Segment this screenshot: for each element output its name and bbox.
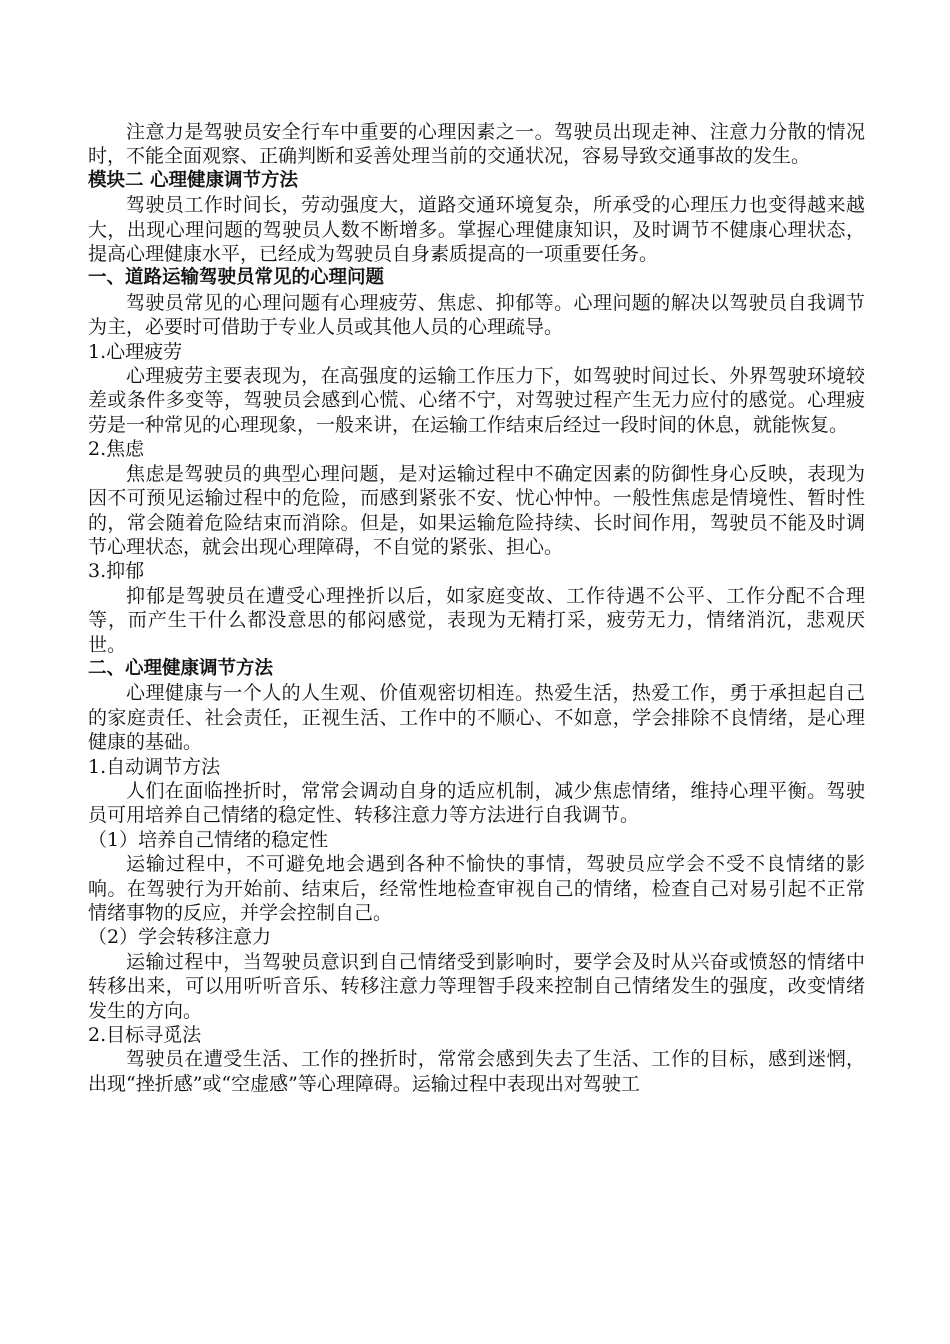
subheading-emotional-stability: （1）培养自己情绪的稳定性 <box>88 828 329 851</box>
paragraph-common-problems: 驾驶员常见的心理问题有心理疲劳、焦虑、抑郁等。心理问题的解决以驾驶员自我调节为主，必要时可借助于专业人员或其他人员的心理疏导。 <box>88 291 865 339</box>
subheading-anxiety: 2.焦虑 <box>88 438 145 461</box>
document-page <box>88 120 865 1096</box>
subheading-goal-seeking: 2.目标寻觅法 <box>88 1024 202 1047</box>
paragraph-anxiety: 焦虑是驾驶员的典型心理问题，是对运输过程中不确定因素的防御性身心反映，表现为因不可预见运输过程中的危险，而感到紧张不安、忧心忡忡。一般性焦虑是情境性、暂时性的，常会随着危险结束而消除。但是，如果运输危险持续、长时间作用，驾驶员不能及时调节心理状态，就会出现心理障碍，不自觉的紧张、担心。 <box>88 462 865 558</box>
paragraph-self-regulation: 人们在面临挫折时，常常会调动自身的适应机制，减少焦虑情绪，维持心理平衡。驾驶员可用培养自己情绪的稳定性、转移注意力等方法进行自我调节。 <box>88 779 865 827</box>
paragraph-attention: 注意力是驾驶员安全行车中重要的心理因素之一。驾驶员出现走神、注意力分散的情况时，不能全面观察、正确判断和妥善处理当前的交通状况，容易导致交通事故的发生。 <box>88 121 865 168</box>
paragraph-emotional-stability: 运输过程中，不可避免地会遇到各种不愉快的事情，驾驶员应学会不受不良情绪的影响。在驾驶行为开始前、结束后，经常性地检查审视自己的情绪，检查自己对易引起不正常情绪事物的反应，并学会控制自己。 <box>88 853 865 924</box>
heading-section-two: 二、心理健康调节方法 <box>88 657 274 679</box>
paragraph-fatigue: 心理疲劳主要表现为，在高强度的运输工作压力下，如驾驶时间过长、外界驾驶环境较差或条件多变等，驾驶员会感到心慌、心绪不宁，对驾驶过程产生无力应付的感觉。心理疲劳是一种常见的心理现象，一般来讲，在运输工作结束后经过一段时间的休息，就能恢复。 <box>88 365 865 436</box>
heading-module-two: 模块二 心理健康调节方法 <box>88 169 298 191</box>
subheading-self-regulation: 1.自动调节方法 <box>88 755 221 778</box>
subheading-shift-attention: （2）学会转移注意力 <box>88 926 272 949</box>
heading-section-one: 一、道路运输驾驶员常见的心理问题 <box>88 267 385 289</box>
paragraph-module-intro: 驾驶员工作时间长，劳动强度大，道路交通环境复杂，所承受的心理压力也变得越来越大，出现心理问题的驾驶员人数不断增多。掌握心理健康知识，及时调节不健康心理状态，提高心理健康水平，已经成为驾驶员自身素质提高的一项重要任务。 <box>88 194 865 266</box>
paragraph-shift-attention: 运输过程中，当驾驶员意识到自己情绪受到影响时，要学会及时从兴奋或愤怒的情绪中转移出来，可以用听听音乐、转移注意力等理智手段来控制自己情绪发生的强度，改变情绪发生的方向。 <box>88 950 865 1022</box>
paragraph-goal-seeking: 驾驶员在遭受生活、工作的挫折时，常常会感到失去了生活、工作的目标，感到迷惘，出现“挫折感”或“空虚感”等心理障碍。运输过程中表现出对驾驶工 <box>88 1048 865 1095</box>
paragraph-depression: 抑郁是驾驶员在遭受心理挫折以后，如家庭变故、工作待遇不公平、工作分配不合理等，而产生干什么都没意思的郁闷感觉，表现为无精打采，疲劳无力，情绪消沉，悲观厌世。 <box>88 584 865 656</box>
subheading-depression: 3.抑郁 <box>88 560 145 583</box>
subheading-fatigue: 1.心理疲劳 <box>88 340 183 363</box>
paragraph-mental-health: 心理健康与一个人的人生观、价值观密切相连。热爱生活，热爱工作，勇于承担起自己的家庭责任、社会责任，正视生活、工作中的不顺心、不如意，学会排除不良情绪，是心理健康的基础。 <box>88 682 865 754</box>
